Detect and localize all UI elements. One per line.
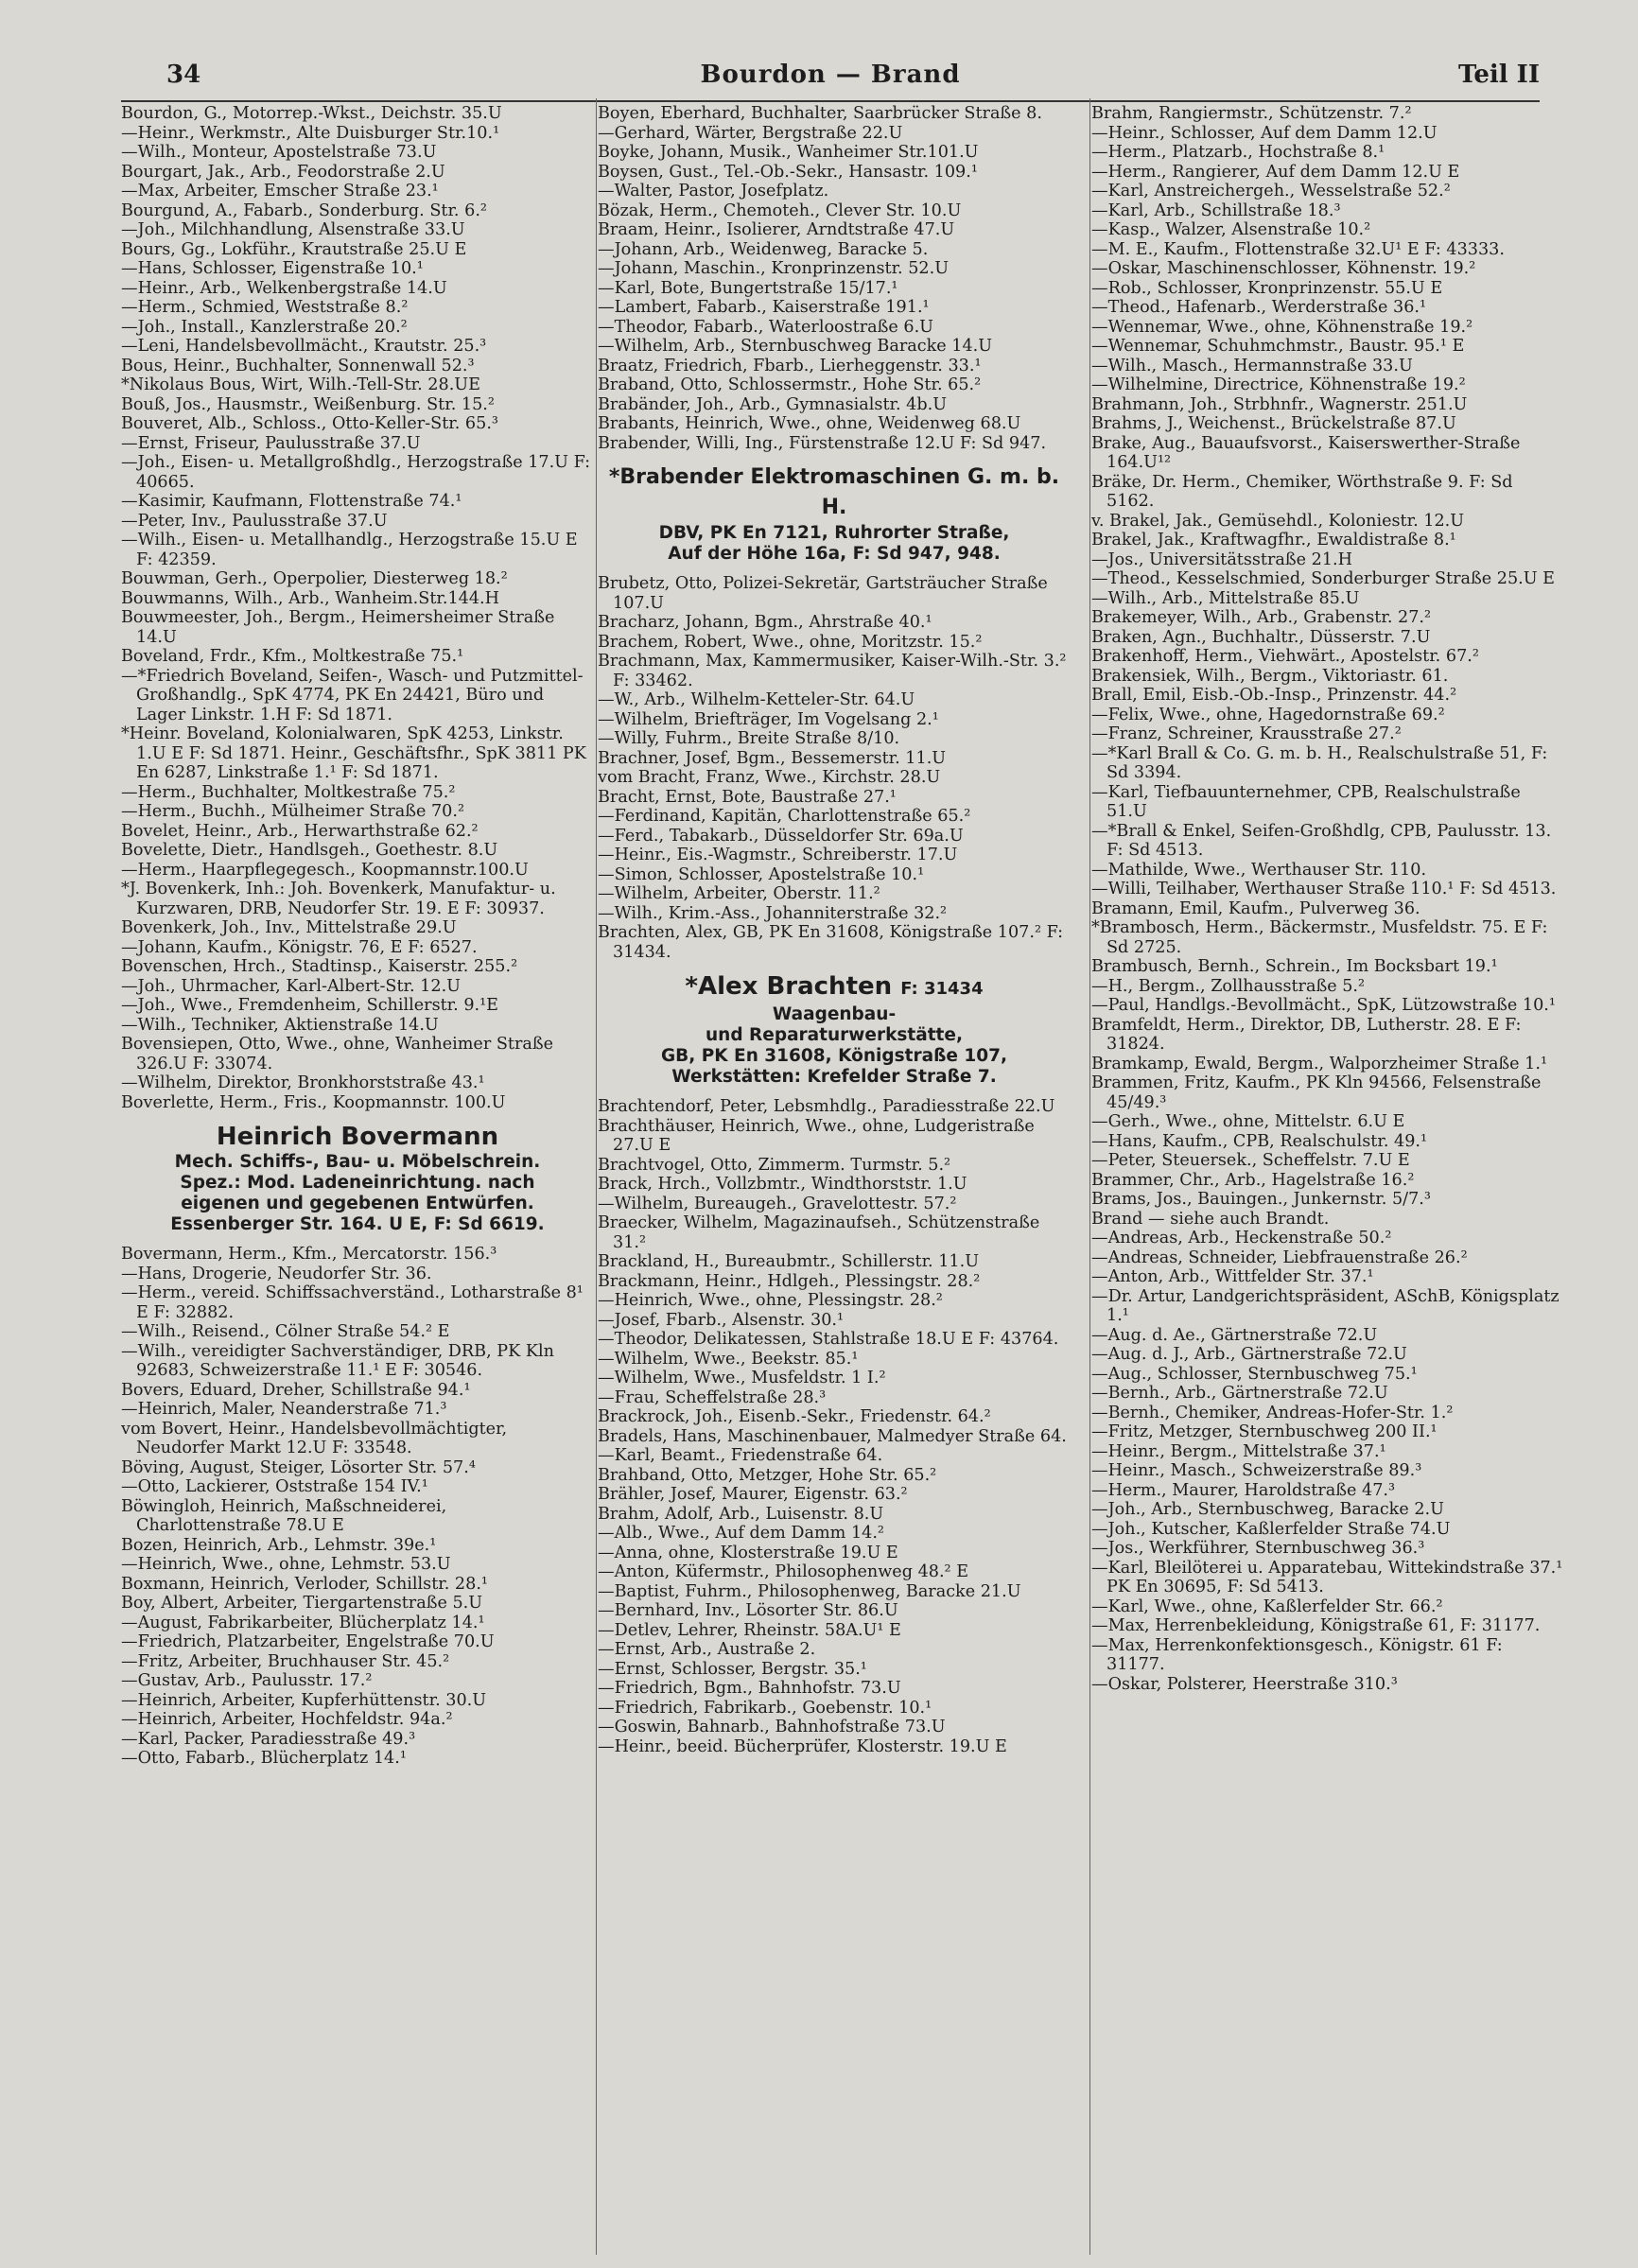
directory-entry: —Heinr., Eis.-Wagmstr., Schreiberstr. 17.U (598, 846, 958, 864)
directory-entry: —Joh., Eisen- u. Metallgroßhdlg., Herzogstraße 17.U F: 40665. (121, 453, 591, 492)
directory-entry: —Fritz, Arbeiter, Bruchhauser Str. 45.² (121, 1651, 450, 1671)
directory-entry: —*Karl Brall & Co. G. m. b. H., Realschulstraße 51, F: Sd 3394. (1091, 743, 1548, 782)
directory-entry: —Lambert, Fabarb., Kaiserstraße 191.¹ (598, 298, 930, 317)
page-number: 34 (166, 61, 201, 89)
directory-entry: —Anton, Küfermstr., Philosophenweg 48.² E (598, 1562, 969, 1581)
directory-entry: Brachtendorf, Peter, Lebsmhdlg., Paradiesstraße 22.U (598, 1097, 1055, 1116)
directory-entry: —Wilhelm, Direktor, Bronkhorststraße 43.¹ (121, 1073, 485, 1092)
directory-entry: —Wilhelm, Wwe., Beekstr. 85.¹ (598, 1349, 859, 1369)
directory-entry: v. Brakel, Jak., Gemüsehdl., Koloniestr. 12.U (1091, 511, 1465, 531)
directory-entry: —Heinr., Schlosser, Auf dem Damm 12.U (1091, 123, 1438, 143)
directory-entry: Brall, Emil, Eisb.-Ob.-Insp., Prinzenstr. 44.² (1091, 686, 1457, 705)
directory-entry: —Heinr., Masch., Schweizerstraße 89.³ (1091, 1461, 1422, 1480)
directory-entry: Bouwmanns, Wilh., Arb., Wanheim.Str.144.H (121, 588, 499, 608)
directory-entry: —Josef, Fbarb., Alsenstr. 30.¹ (598, 1310, 845, 1330)
directory-entry: Brakensiek, Wilh., Bergm., Viktoriastr. 61. (1091, 666, 1449, 686)
column-1 (121, 104, 594, 2251)
directory-entry: —Joh., Uhrmacher, Karl-Albert-Str. 12.U (121, 976, 461, 996)
directory-entry: —Herm., Rangierer, Auf dem Damm 12.U E (1091, 162, 1460, 182)
directory-entry: —H., Bergm., Zollhausstraße 5.² (1091, 976, 1366, 996)
directory-entry: —Karl, Wwe., ohne, Kaßlerfelder Str. 66.² (1091, 1596, 1443, 1616)
directory-entry: —Aug., Schlosser, Sternbuschweg 75.¹ (1091, 1364, 1418, 1384)
ad-line: Waagenbau- (772, 1004, 897, 1024)
directory-entry: Brahmann, Joh., Strbhnfr., Wagnerstr. 251.U (1091, 394, 1468, 414)
directory-entry: —Oskar, Maschinenschlosser, Köhnenstr. 19.² (1091, 259, 1476, 278)
directory-entry: —Bernh., Chemiker, Andreas-Hofer-Str. 1.² (1091, 1403, 1454, 1422)
directory-entry: —Wilhelm, Bureaugeh., Gravelottestr. 57.² (598, 1194, 957, 1213)
directory-entry: Brams, Jos., Bauingen., Junkernstr. 5/7.³ (1091, 1190, 1431, 1209)
directory-entry: Braam, Heinr., Isolierer, Arndtstraße 47.U (598, 220, 955, 239)
directory-entry: —Anna, ohne, Klosterstraße 19.U E (598, 1543, 898, 1562)
directory-entry: Brakenhoff, Herm., Viehwärt., Apostelstr. 67.² (1091, 647, 1479, 666)
directory-entry: —Max, Herrenkonfektionsgesch., Königstr. 61 F: 31177. (1091, 1635, 1503, 1674)
directory-entry: —Friedrich, Fabrikarb., Goebenstr. 10.¹ (598, 1698, 932, 1718)
directory-entry: Bouß, Jos., Hausmstr., Weißenburg. Str. 15.² (121, 394, 495, 414)
directory-entry: Brubetz, Otto, Polizei-Sekretär, Gartsträucher Straße 107.U (598, 574, 1048, 613)
directory-entry: —*Friedrich Boveland, Seifen-, Wasch- und Putzmittel-Großhandlg., SpK 4774, PK En 24421, Büro und Lager Linkstr. 1.H F: Sd 1871. (121, 666, 584, 724)
directory-entry: —Gerh., Wwe., ohne, Mittelstr. 6.U E (1091, 1112, 1405, 1131)
directory-entry: —Ernst, Schlosser, Bergstr. 35.¹ (598, 1659, 867, 1679)
directory-entry: —Andreas, Arb., Heckenstraße 50.² (1091, 1229, 1392, 1247)
directory-entry: Bours, Gg., Lokführ., Krautstraße 25.U E (121, 239, 467, 259)
advertisement-brachten (598, 971, 1071, 1088)
directory-entry: —Herm., vereid. Schiffssachverständ., Lotharstraße 8¹ E F: 32882. (121, 1283, 584, 1322)
directory-entry: Bouveret, Alb., Schloss., Otto-Keller-Str. 65.³ (121, 414, 498, 433)
directory-entry: —Wilh., vereidigter Sachverständiger, DRB, PK Kln 92683, Schweizerstraße 11.¹ E F: 30546. (121, 1341, 554, 1380)
directory-entry: Bracht, Ernst, Bote, Baustraße 27.¹ (598, 787, 897, 807)
directory-entry: —Hans, Drogerie, Neudorfer Str. 36. (121, 1264, 432, 1283)
directory-entry: —Karl, Arb., Schillstraße 18.³ (1091, 201, 1341, 220)
directory-entry: —Willi, Teilhaber, Werthauser Straße 110.¹ F: Sd 4513. (1091, 880, 1557, 898)
directory-entry: Brahms, J., Weichenst., Brückelstraße 87.U (1091, 414, 1456, 433)
directory-entry: —Leni, Handelsbevollmächt., Krautstr. 25.³ (121, 337, 487, 356)
directory-entry: —Heinr., Werkmstr., Alte Duisburger Str.10.¹ (121, 123, 500, 143)
directory-entry: —Herm., Buchh., Mülheimer Straße 70.² (121, 802, 465, 821)
directory-entry: —Herm., Haarpflegegesch., Koopmannstr.100.U (121, 860, 529, 880)
directory-entry: —Otto, Lackierer, Oststraße 154 IV.¹ (121, 1477, 428, 1496)
directory-entry: Brackrock, Joh., Eisenb.-Sekr., Friedenstr. 64.² (598, 1407, 991, 1426)
directory-entry: —Karl, Packer, Paradiesstraße 49.³ (121, 1729, 416, 1749)
directory-entry: Böving, August, Steiger, Lösorter Str. 57.⁴ (121, 1457, 476, 1477)
directory-entry: —Jos., Universitätsstraße 21.H (1091, 550, 1352, 569)
directory-entry: —Heinrich, Arbeiter, Kupferhüttenstr. 30.U (121, 1690, 487, 1710)
column-3 (1091, 104, 1564, 2251)
directory-entry: —Theod., Kesselschmied, Sonderburger Straße 25.U E (1091, 569, 1556, 588)
directory-entry: Bous, Heinr., Buchhalter, Sonnenwall 52.³ (121, 356, 475, 375)
directory-entry: —Wilhelm, Arb., Sternbuschweg Baracke 14.U (598, 337, 993, 356)
directory-entry: —Aug. d. Ae., Gärtnerstraße 72.U (1091, 1325, 1378, 1345)
ad-name: *Alex Brachten (685, 972, 893, 1001)
column-rule (596, 98, 597, 2255)
directory-entry: —Wilh., Monteur, Apostelstraße 73.U (121, 143, 437, 162)
directory-entry: —Fritz, Metzger, Sternbuschweg 200 II.¹ (1091, 1422, 1438, 1441)
directory-entry: —Karl, Anstreichergeh., Wesselstraße 52.² (1091, 182, 1451, 201)
directory-entry: —Ernst, Arb., Austraße 2. (598, 1640, 816, 1659)
directory-entry: —Wilhelm, Wwe., Musfeldstr. 1 I.² (598, 1369, 886, 1387)
directory-entry: *J. Bovenkerk, Inh.: Joh. Bovenkerk, Manufaktur- u. Kurzwaren, DRB, Neudorfer Str. 19. E F: 30937. (121, 880, 556, 918)
directory-entry: Bozen, Heinrich, Arb., Lehmstr. 39e.¹ (121, 1535, 437, 1555)
directory-entry: Brachthäuser, Heinrich, Wwe., ohne, Ludgeristraße 27.U E (598, 1116, 1035, 1155)
directory-entry: Brahband, Otto, Metzger, Hohe Str. 65.² (598, 1465, 937, 1485)
directory-entry: Brammer, Chr., Arb., Hagelstraße 16.² (1091, 1170, 1415, 1190)
directory-entry: Bovelette, Dietr., Handlsgeh., Goethestr. 8.U (121, 841, 498, 860)
directory-entry: Bözak, Herm., Chemoteh., Clever Str. 10.U (598, 201, 962, 220)
directory-entry: —Detlev, Lehrer, Rheinstr. 58A.U¹ E (598, 1620, 901, 1640)
directory-entry: Brachtvogel, Otto, Zimmerm. Turmstr. 5.² (598, 1155, 951, 1175)
directory-entry: —Max, Herrenbekleidung, Königstraße 61, F: 31177. (1091, 1616, 1541, 1635)
ad-line: GB, PK En 31608, Königstraße 107, (660, 1046, 1008, 1066)
directory-entry: —Kasimir, Kaufmann, Flottenstraße 74.¹ (121, 492, 462, 511)
directory-entry: Brahm, Rangiermstr., Schützenstr. 7.² (1091, 104, 1412, 123)
directory-entry: —Karl, Tiefbauunternehmer, CPB, Realschulstraße 51.U (1091, 782, 1521, 821)
directory-entry: —Ferd., Tabakarb., Düsseldorfer Str. 69a.U (598, 826, 964, 846)
directory-entry: —Heinrich, Wwe., ohne, Lehmstr. 53.U (121, 1555, 451, 1574)
directory-entry: —Rob., Schlosser, Kronprinzenstr. 55.U E (1091, 278, 1443, 298)
ad-line: eigenen und gegebenen Entwürfen. (181, 1194, 534, 1213)
directory-entry: Brabender, Willi, Ing., Fürstenstraße 12.U F: Sd 947. (598, 433, 1047, 453)
directory-entry: Brabants, Heinrich, Wwe., ohne, Weidenweg 68.U (598, 414, 1021, 433)
directory-entry: —Karl, Bleilöterei u. Apparatebau, Wittekindstraße 37.¹ PK En 30695, F: Sd 5413. (1091, 1558, 1563, 1596)
directory-entry: —M. E., Kaufm., Flottenstraße 32.U¹ E F: 43333. (1091, 239, 1505, 259)
directory-entry: —August, Fabrikarbeiter, Blücherplatz 14.¹ (121, 1613, 485, 1632)
directory-entry: —Jos., Werkführer, Sternbuschweg 36.³ (1091, 1539, 1425, 1558)
directory-entry: —Anton, Arb., Wittfelder Str. 37.¹ (1091, 1267, 1374, 1286)
directory-entry: Brambusch, Bernh., Schrein., Im Bocksbart 19.¹ (1091, 957, 1498, 976)
directory-entry: —Wilh., Reisend., Cölner Straße 54.² E (121, 1322, 450, 1341)
directory-entry: Bourgund, A., Fabarb., Sonderburg. Str. 6.² (121, 201, 487, 220)
ad-line: DBV, PK En 7121, Ruhrorter Straße, (658, 523, 1010, 543)
directory-entry: —Heinr., Arb., Welkenbergstraße 14.U (121, 278, 447, 298)
directory-entry: —Friedrich, Bgm., Bahnhofstr. 73.U (598, 1679, 901, 1698)
ad-line: Mech. Schiffs-, Bau- u. Möbelschrein. (174, 1152, 541, 1172)
directory-entry: —Herm., Schmied, Weststraße 8.² (121, 298, 409, 317)
directory-entry: vom Bracht, Franz, Wwe., Kirchstr. 28.U (598, 768, 941, 787)
directory-entry: —*Brall & Enkel, Seifen-Großhdlg, CPB, Paulusstr. 13. F: Sd 4513. (1091, 821, 1552, 860)
directory-entry: —Heinr., beeid. Bücherprüfer, Klosterstr. 19.U E (598, 1736, 1007, 1756)
directory-entry: —Gustav, Arb., Paulusstr. 17.² (121, 1671, 373, 1690)
directory-entry: —Bernhard, Inv., Lösorter Str. 86.U (598, 1601, 898, 1620)
directory-entry: Bouwmeester, Joh., Bergm., Heimersheimer Straße 14.U (121, 608, 555, 647)
running-title: Bourdon — Brand (700, 61, 961, 89)
directory-entry: Brachem, Robert, Wwe., ohne, Moritzstr. 15.² (598, 632, 983, 652)
directory-entry: —Andreas, Schneider, Liebfrauenstraße 26.² (1091, 1247, 1468, 1267)
directory-entry: —Oskar, Polsterer, Heerstraße 310.³ (1091, 1674, 1398, 1694)
directory-entry: —Wilhelm, Arbeiter, Oberstr. 11.² (598, 884, 880, 903)
ad-line: Werkstätten: Krefelder Straße 7. (671, 1067, 997, 1087)
directory-entry: —Gerhard, Wärter, Bergstraße 22.U (598, 123, 903, 143)
directory-entry: Brackland, H., Bureaubmtr., Schillerstr. 11.U (598, 1252, 980, 1271)
directory-entry: Bovenschen, Hrch., Stadtinsp., Kaiserstr. 255.² (121, 957, 518, 976)
directory-entry: —Theodor, Delikatessen, Stahlstraße 18.U E F: 43764. (598, 1330, 1059, 1349)
ad-line: Essenberger Str. 164. U E, F: Sd 6619. (170, 1214, 545, 1234)
directory-entry: —Johann, Arb., Weidenweg, Baracke 5. (598, 239, 929, 259)
directory-entry: Brammen, Fritz, Kaufm., PK Kln 94566, Felsenstraße 45/49.³ (1091, 1073, 1542, 1112)
directory-entry: Brakel, Jak., Kraftwagfhr., Ewaldistraße 8.¹ (1091, 531, 1456, 550)
directory-entry: Bovensiepen, Otto, Wwe., ohne, Wanheimer Straße 326.U F: 33074. (121, 1035, 554, 1073)
directory-entry: —Goswin, Bahnarb., Bahnhofstraße 73.U (598, 1718, 946, 1736)
directory-entry: —Theod., Hafenarb., Werderstraße 36.¹ (1091, 298, 1427, 317)
directory-entry: Boveland, Frdr., Kfm., Moltkestraße 75.¹ (121, 647, 464, 666)
directory-entry: —Dr. Artur, Landgerichtspräsident, ASchB, Königsplatz 1.¹ (1091, 1286, 1560, 1325)
directory-entry: Brackmann, Heinr., Hdlgeh., Plessingstr. 28.² (598, 1271, 981, 1291)
directory-entry: —Friedrich, Platzarbeiter, Engelstraße 70.U (121, 1632, 495, 1651)
directory-entry: —Wilh., Masch., Hermannstraße 33.U (1091, 356, 1413, 375)
directory-entry: —Hans, Kaufm., CPB, Realschulstr. 49.¹ (1091, 1131, 1428, 1151)
directory-entry: Boyen, Eberhard, Buchhalter, Saarbrücker Straße 8. (598, 104, 1042, 123)
ad-title: *Brabender Elektromaschinen G. m. b. H. (608, 465, 1060, 519)
advertisement-bovermann (121, 1122, 594, 1235)
part-label: Teil II (1457, 61, 1540, 89)
directory-entry: —Joh., Wwe., Fremdenheim, Schillerstr. 9.¹E (121, 996, 499, 1015)
directory-entry: Bramfeldt, Herm., Direktor, DB, Lutherstr. 28. E F: 31824. (1091, 1015, 1522, 1054)
directory-entry: Bovenkerk, Joh., Inv., Mittelstraße 29.U (121, 918, 457, 937)
directory-entry: *Brambosch, Herm., Bäckermstr., Musfeldstr. 75. E F: Sd 2725. (1091, 918, 1548, 957)
directory-entry: —Wennemar, Wwe., ohne, Köhnenstraße 19.² (1091, 317, 1473, 337)
directory-entry: —Johann, Kaufm., Königstr. 76, E F: 6527. (121, 937, 478, 957)
directory-entry: —Mathilde, Wwe., Werthauser Str. 110. (1091, 860, 1427, 880)
directory-entry: —Kasp., Walzer, Alsenstraße 10.² (1091, 220, 1371, 239)
directory-entry: —Karl, Bote, Bungertstraße 15/17.¹ (598, 278, 898, 298)
directory-entry: Bradels, Hans, Maschinenbauer, Malmedyer Straße 64. (598, 1426, 1067, 1446)
directory-entry: Boverlette, Herm., Fris., Koopmannstr. 100.U (121, 1092, 506, 1112)
directory-entry: Bourdon, G., Motorrep.-Wkst., Deichstr. 35.U (121, 104, 502, 123)
column-rule (1089, 98, 1090, 2255)
directory-entry: Bovers, Eduard, Dreher, Schillstraße 94.¹ (121, 1380, 471, 1400)
ad-title (598, 971, 1071, 1004)
directory-entry: —Herm., Maurer, Haroldstraße 47.³ (1091, 1480, 1396, 1500)
column-2 (598, 104, 1071, 2251)
directory-entry: —Aug. d. J., Arb., Gärtnerstraße 72.U (1091, 1345, 1407, 1364)
directory-entry: —Heinrich, Arbeiter, Hochfeldstr. 94a.² (121, 1710, 453, 1729)
directory-entry: —Ferdinand, Kapitän, Charlottenstraße 65.² (598, 807, 971, 826)
directory-entry: —Wilhelm, Briefträger, Im Vogelsang 2.¹ (598, 709, 939, 729)
directory-entry: —Heinrich, Maler, Neanderstraße 71.³ (121, 1400, 447, 1419)
directory-entry: —Herm., Buchhalter, Moltkestraße 75.² (121, 782, 456, 802)
directory-entry: Brack, Hrch., Vollzbmtr., Windthorststr. 1.U (598, 1175, 967, 1194)
directory-entry: Braatz, Friedrich, Fbarb., Lierheggenstr. 33.¹ (598, 356, 982, 375)
directory-entry: vom Bovert, Heinr., Handelsbevollmächtigter, Neudorfer Markt 12.U F: 33548. (121, 1419, 508, 1457)
directory-entry: —Willy, Fuhrm., Breite Straße 8/10. (598, 729, 900, 748)
directory-entry: —Wilh., Techniker, Aktienstraße 14.U (121, 1015, 439, 1035)
directory-entry: —Franz, Schreiner, Krausstraße 27.² (1091, 724, 1402, 743)
directory-entry: —Johann, Maschin., Kronprinzenstr. 52.U (598, 259, 950, 278)
directory-entry: Bovelet, Heinr., Arb., Herwarthstraße 62.² (121, 821, 479, 841)
directory-entry: —Heinrich, Wwe., ohne, Plessingstr. 28.² (598, 1291, 943, 1310)
directory-entry: —Heinr., Bergm., Mittelstraße 37.¹ (1091, 1441, 1386, 1461)
directory-entry: Braecker, Wilhelm, Magazinaufseh., Schützenstraße 31.² (598, 1213, 1040, 1252)
advertisement-brabender (598, 462, 1071, 565)
directory-entry: Boxmann, Heinrich, Verloder, Schillstr. 28.¹ (121, 1574, 488, 1594)
directory-entry: Böwingloh, Heinrich, Maßschneiderei, Charlottenstraße 78.U E (121, 1496, 447, 1535)
directory-entry: —Frau, Scheffelstraße 28.³ (598, 1387, 827, 1407)
directory-entry: —Wilhelmine, Directrice, Köhnenstraße 19.² (1091, 375, 1466, 394)
directory-entry: —Paul, Handlgs.-Bevollmächt., SpK, Lützowstraße 10.¹ (1091, 996, 1556, 1015)
directory-entry: Boysen, Gust., Tel.-Ob.-Sekr., Hansastr. 109.¹ (598, 162, 978, 182)
directory-entry: Bräke, Dr. Herm., Chemiker, Wörthstraße 9. F: Sd 5162. (1091, 472, 1513, 511)
directory-entry: Brabänder, Joh., Arb., Gymnasialstr. 4b.U (598, 394, 948, 414)
directory-entry: —Felix, Wwe., ohne, Hagedornstraße 69.² (1091, 705, 1445, 724)
directory-entry: Bouwman, Gerh., Operpolier, Diesterweg 18.² (121, 569, 508, 588)
ad-line: Auf der Höhe 16a, F: Sd 947, 948. (668, 544, 1001, 564)
directory-entry: Braband, Otto, Schlossermstr., Hohe Str. 65.² (598, 375, 982, 394)
directory-entry: Bovermann, Herm., Kfm., Mercatorstr. 156.³ (121, 1245, 497, 1264)
directory-entry: Brakemeyer, Wilh., Arb., Grabenstr. 27.² (1091, 608, 1432, 627)
directory-entry: —Wilh., Krim.-Ass., Johanniterstraße 32.² (598, 903, 948, 923)
directory-entry: —Joh., Install., Kanzlerstraße 20.² (121, 317, 408, 337)
directory-entry: Brähler, Josef, Maurer, Eigenstr. 63.² (598, 1485, 908, 1504)
directory-entry: —Hans, Schlosser, Eigenstraße 10.¹ (121, 259, 424, 278)
ad-line: Spez.: Mod. Ladeneinrichtung. nach (180, 1173, 535, 1193)
directory-entry: Brachner, Josef, Bgm., Bessemerstr. 11.U (598, 748, 947, 768)
directory-entry: —Alb., Wwe., Auf dem Damm 14.² (598, 1524, 884, 1543)
directory-entry: Brachmann, Max, Kammermusiker, Kaiser-Wilh.-Str. 3.² F: 33462. (598, 652, 1067, 690)
ad-line: und Reparaturwerkstätte, (706, 1025, 963, 1045)
directory-entry: *Heinr. Boveland, Kolonialwaren, SpK 4253, Linkstr. 1.U E F: Sd 1871. Heinr., Geschäftsfhr., SpK 3811 PK En 6287, Linkstraße 1.¹ F: Sd 1871. (121, 724, 586, 782)
directory-entry: —Joh., Milchhandlung, Alsenstraße 33.U (121, 220, 465, 239)
directory-entry: Brahm, Adolf, Arb., Luisenstr. 8.U (598, 1504, 884, 1524)
directory-entry: —Wilh., Arb., Mittelstraße 85.U (1091, 588, 1360, 608)
directory-entry: Braken, Agn., Buchhaltr., Düsserstr. 7.U (1091, 627, 1431, 647)
directory-entry: Boyke, Johann, Musik., Wanheimer Str.101.U (598, 143, 979, 162)
directory-entry: —Theodor, Fabarb., Waterloostraße 6.U (598, 317, 934, 337)
directory-entry: Bramann, Emil, Kaufm., Pulverweg 36. (1091, 898, 1420, 918)
directory-entry: —Joh., Arb., Sternbuschweg, Baracke 2.U (1091, 1500, 1444, 1519)
directory-entry: —Bernh., Arb., Gärtnerstraße 72.U (1091, 1384, 1388, 1403)
directory-entry: Bramkamp, Ewald, Bergm., Walporzheimer Straße 1.¹ (1091, 1054, 1548, 1073)
directory-entry: —Karl, Beamt., Friedenstraße 64. (598, 1446, 883, 1465)
page-header (121, 59, 1540, 102)
directory-entry: Bracharz, Johann, Bgm., Ahrstraße 40.¹ (598, 613, 932, 632)
directory-entry: *Nikolaus Bous, Wirt, Wilh.-Tell-Str. 28.UE (121, 375, 480, 394)
ad-phone: F: 31434 (900, 979, 984, 999)
ad-title: Heinrich Bovermann (216, 1123, 499, 1151)
directory-entry: —Wilh., Eisen- u. Metallhandlg., Herzogstraße 15.U E F: 42359. (121, 531, 578, 569)
directory-entry: —Ernst, Friseur, Paulusstraße 37.U (121, 433, 421, 453)
directory-entry: —Wennemar, Schuhmchmstr., Baustr. 95.¹ E (1091, 337, 1465, 356)
directory-entry: —Otto, Fabarb., Blücherplatz 14.¹ (121, 1749, 407, 1768)
directory-entry: —Max, Arbeiter, Emscher Straße 23.¹ (121, 182, 439, 201)
directory-entry: —Peter, Inv., Paulusstraße 37.U (121, 511, 388, 531)
directory-entry: Bourgart, Jak., Arb., Feodorstraße 2.U (121, 162, 445, 182)
directory-entry: Boy, Albert, Arbeiter, Tiergartenstraße 5.U (121, 1594, 483, 1613)
directory-entry: —Joh., Kutscher, Kaßlerfelder Straße 74.U (1091, 1519, 1451, 1539)
directory-entry: —Simon, Schlosser, Apostelstraße 10.¹ (598, 864, 925, 884)
directory-entry: Brand — siehe auch Brandt. (1091, 1209, 1330, 1229)
directory-entry: Brachten, Alex, GB, PK En 31608, Königstraße 107.² F: 31434. (598, 923, 1064, 962)
directory-entry: —Baptist, Fuhrm., Philosophenweg, Baracke 21.U (598, 1581, 1021, 1601)
directory-entry: —Herm., Platzarb., Hochstraße 8.¹ (1091, 143, 1385, 162)
directory-entry: —Peter, Steuersek., Scheffelstr. 7.U E (1091, 1151, 1410, 1170)
directory-entry: —W., Arb., Wilhelm-Ketteler-Str. 64.U (598, 690, 915, 709)
directory-entry: Brake, Aug., Bauaufsvorst., Kaiserswerther-Straße 164.U¹² (1091, 433, 1521, 472)
directory-entry: —Walter, Pastor, Josefplatz. (598, 182, 829, 201)
